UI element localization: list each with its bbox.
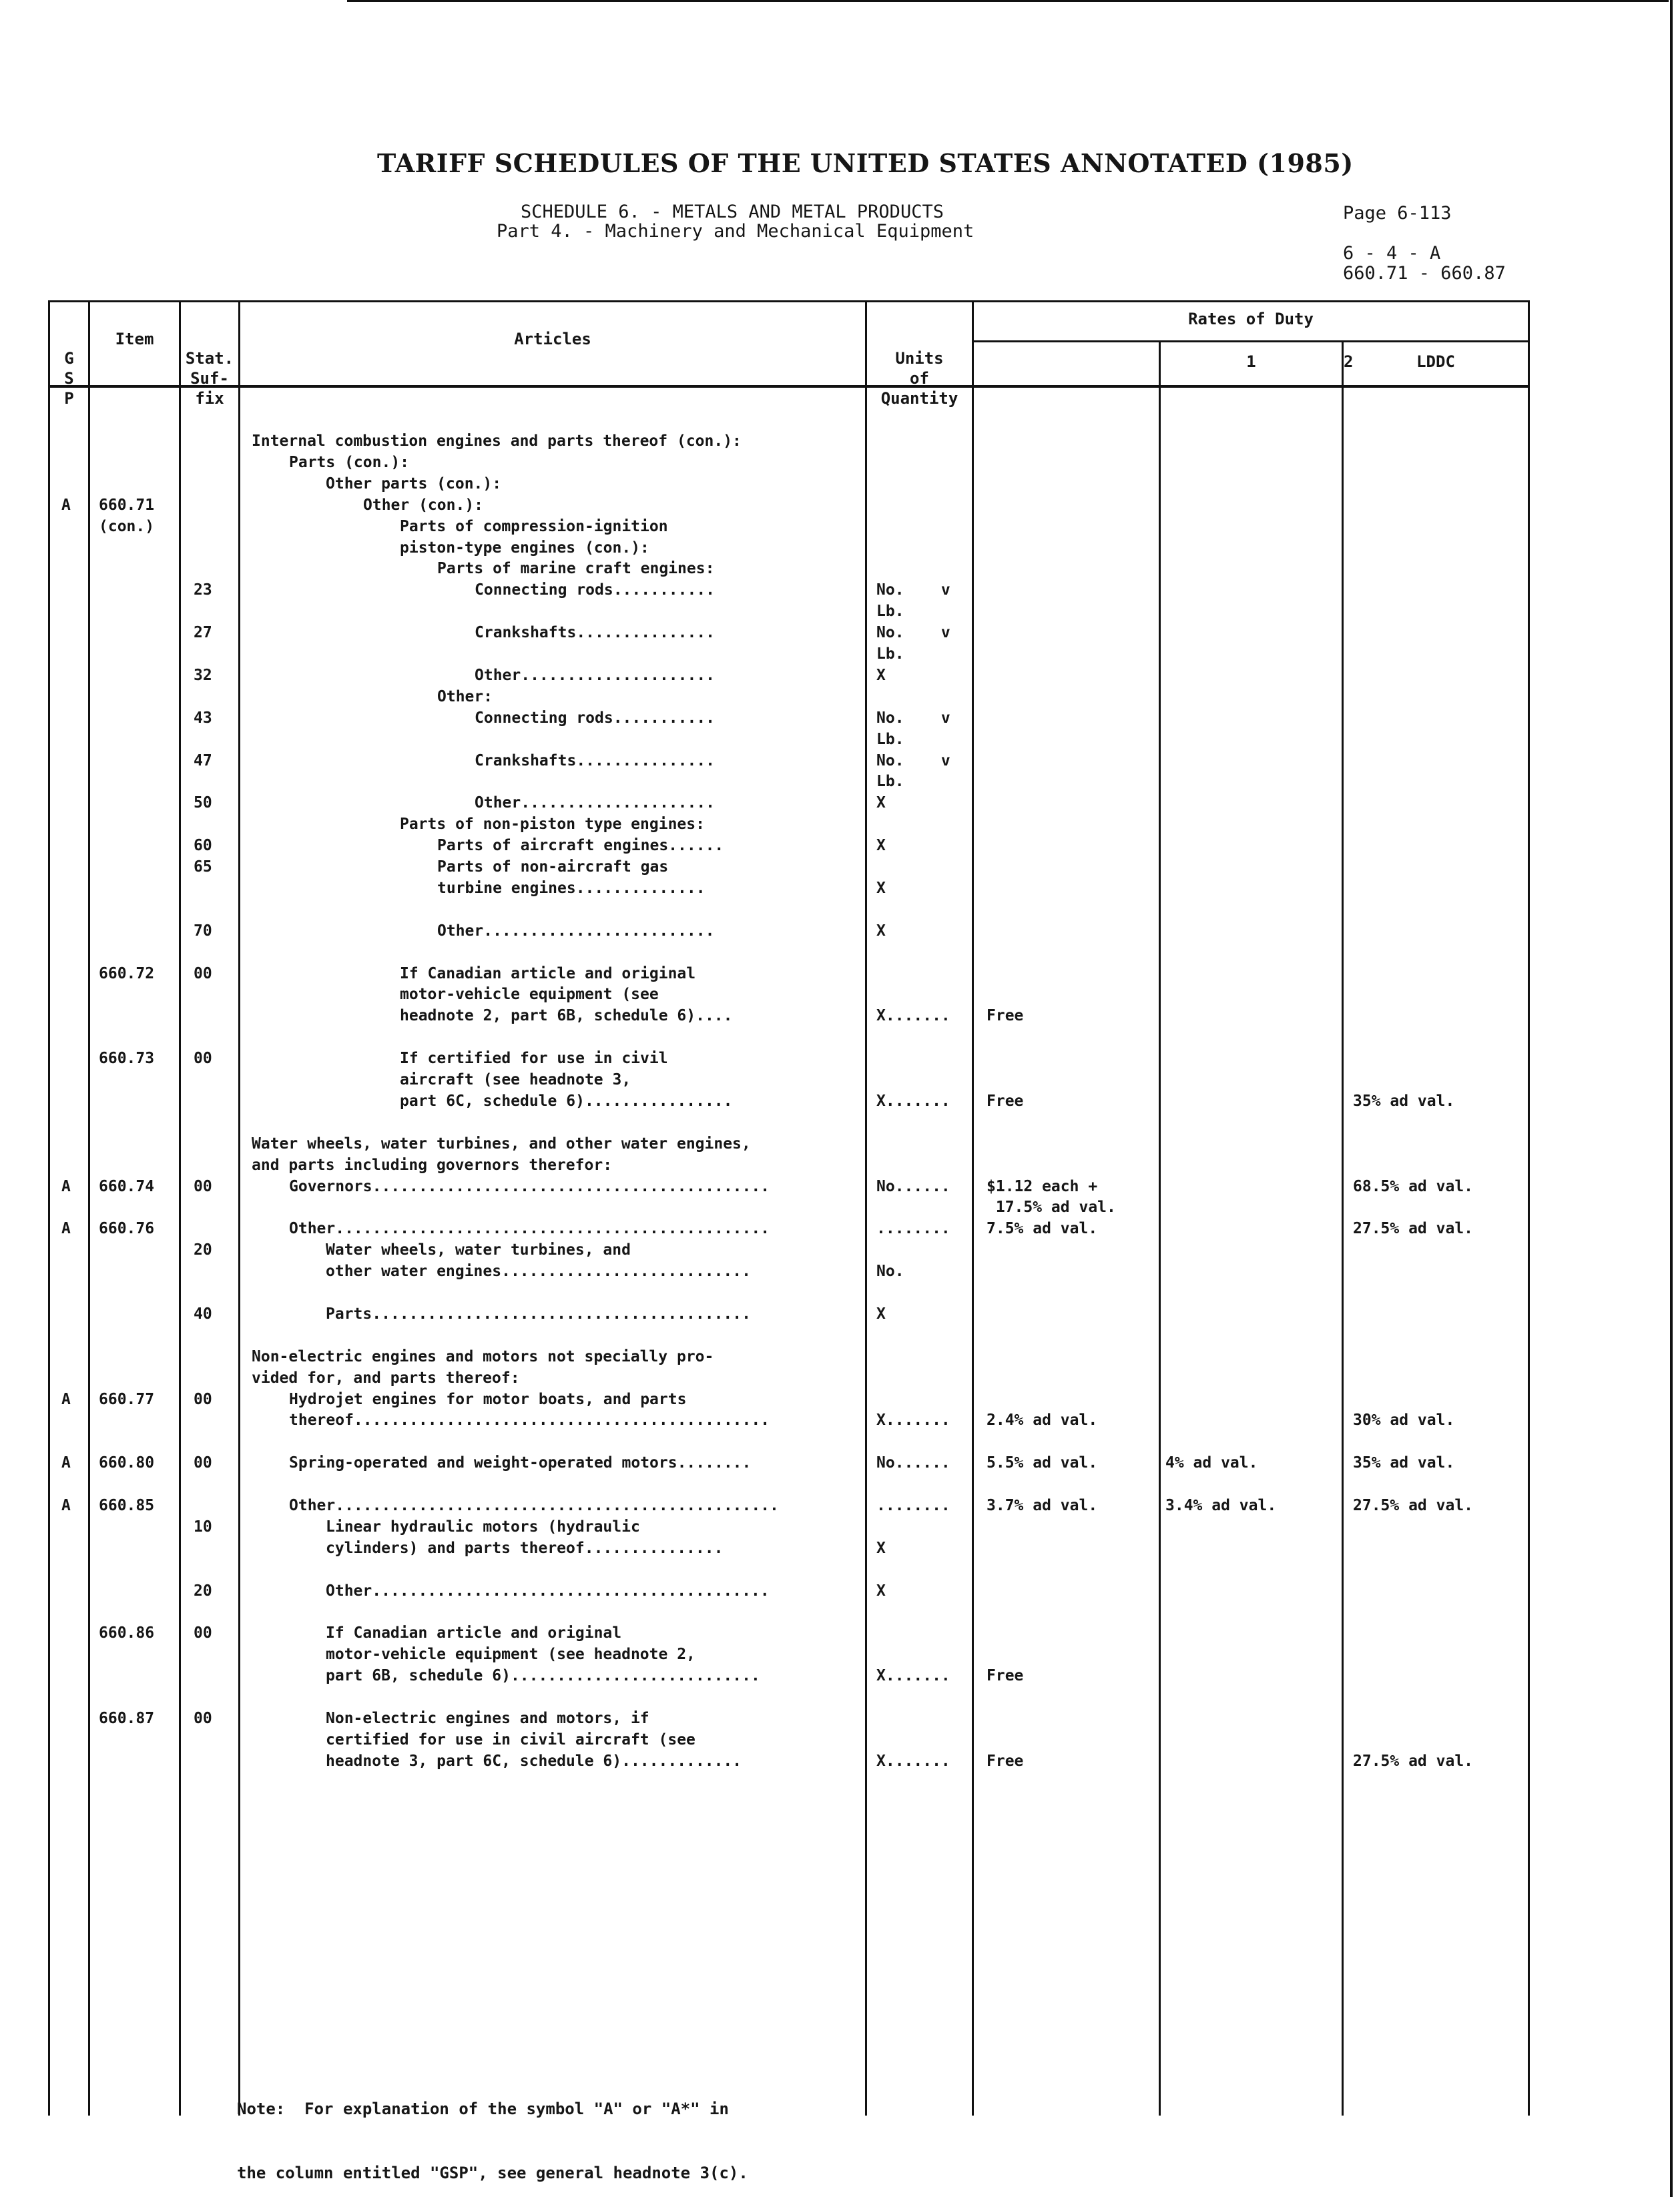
units-cell: No...... — [876, 1454, 950, 1472]
gsp-cell: A — [61, 1391, 71, 1408]
item-number: (con.) — [99, 518, 155, 535]
rate-1-cell: Free — [987, 1753, 1024, 1770]
stat-suffix: 60 — [194, 837, 212, 854]
article-description: Hydrojet engines for motor boats, and parts — [289, 1391, 687, 1408]
article-description: vided for, and parts thereof: — [252, 1369, 520, 1387]
article-description: Spring-operated and weight-operated motors........ — [289, 1454, 752, 1472]
item-number: 660.87 — [99, 1710, 155, 1727]
header-gsp: G S P — [64, 349, 74, 408]
item-range: 660.71 - 660.87 — [1343, 263, 1506, 284]
col-divider-lddc — [1342, 342, 1344, 2116]
col-divider-stat — [238, 300, 240, 2116]
article-description: Parts of compression-ignition — [400, 518, 668, 535]
item-number: 660.80 — [99, 1454, 155, 1472]
units-cell: Lb. — [876, 773, 904, 790]
article-description: motor-vehicle equipment (see — [400, 986, 659, 1003]
units-cell: No. — [876, 1263, 904, 1280]
stat-suffix: 43 — [194, 709, 212, 727]
stat-suffix: 10 — [194, 1518, 212, 1536]
rate-2-cell: 35% ad val. — [1353, 1454, 1455, 1472]
article-description: If certified for use in civil — [400, 1050, 668, 1067]
rate-2-cell: 35% ad val. — [1353, 1092, 1455, 1110]
rate-1-cell: 17.5% ad val. — [987, 1199, 1116, 1216]
units-cell: No. v — [876, 752, 950, 769]
header-units: Units of Quantity — [880, 349, 958, 408]
stat-suffix: 70 — [194, 922, 212, 940]
stat-suffix: 00 — [194, 1178, 212, 1195]
article-description: turbine engines.............. — [437, 880, 706, 897]
units-cell: X....... — [876, 1007, 950, 1024]
units-cell: No. v — [876, 581, 950, 599]
units-cell: Lb. — [876, 603, 904, 620]
article-description: motor-vehicle equipment (see headnote 2, — [326, 1646, 695, 1663]
rate-1-cell: Free — [987, 1092, 1024, 1110]
header-rates-of-duty: Rates of Duty — [1188, 310, 1314, 328]
table-right-border — [1528, 300, 1530, 2116]
item-number: 660.73 — [99, 1050, 155, 1067]
rates-subheader-rule — [973, 340, 1530, 342]
rate-lddc-cell: 3.4% ad val. — [1165, 1497, 1277, 1514]
article-description: Other..................... — [475, 794, 716, 812]
article-description: Other parts (con.): — [326, 475, 502, 493]
article-description: headnote 2, part 6B, schedule 6).... — [400, 1007, 733, 1024]
gsp-cell: A — [61, 497, 71, 514]
article-description: Connecting rods........... — [475, 581, 716, 599]
article-description: Parts of non-aircraft gas — [437, 858, 669, 876]
article-description: piston-type engines (con.): — [400, 539, 649, 557]
article-description: Crankshafts............... — [475, 624, 716, 641]
footnote-line: Note: For explanation of the symbol "A" or "A*" in — [237, 2100, 729, 2118]
article-description: If Canadian article and original — [326, 1624, 622, 1642]
article-description: thereof............................................. — [289, 1411, 770, 1429]
rate-2-cell: 27.5% ad val. — [1353, 1497, 1474, 1514]
reference-code: 6 - 4 - A — [1343, 243, 1441, 264]
article-description: cylinders) and parts thereof............... — [326, 1540, 724, 1557]
units-cell: ........ — [876, 1220, 950, 1237]
article-description: Parts (con.): — [289, 454, 410, 471]
footnote-line: the column entitled "GSP", see general headnote 3(c). — [237, 2164, 748, 2182]
col-divider-rate1 — [1159, 342, 1161, 2116]
units-cell: X — [876, 667, 886, 684]
units-cell: X....... — [876, 1753, 950, 1770]
stat-suffix: 20 — [194, 1582, 212, 1600]
units-cell: No. v — [876, 709, 950, 727]
stat-suffix: 32 — [194, 667, 212, 684]
stat-suffix: 40 — [194, 1305, 212, 1323]
item-number: 660.74 — [99, 1178, 155, 1195]
stat-suffix: 00 — [194, 1710, 212, 1727]
header-rate-lddc: LDDC — [1416, 352, 1455, 371]
article-description: Other............................................... — [289, 1220, 770, 1237]
units-cell: X — [876, 1305, 886, 1323]
rate-2-cell: 27.5% ad val. — [1353, 1753, 1474, 1770]
stat-suffix: 00 — [194, 1454, 212, 1472]
col-divider-item — [179, 300, 181, 2116]
rate-1-cell: 2.4% ad val. — [987, 1411, 1098, 1429]
article-description: Water wheels, water turbines, and other water engines, — [252, 1135, 751, 1153]
header-item: Item — [115, 330, 154, 348]
units-cell: X — [876, 837, 886, 854]
item-number: 660.86 — [99, 1624, 155, 1642]
units-cell: X....... — [876, 1092, 950, 1110]
table-top-rule — [48, 300, 1530, 302]
article-description: Other..................... — [475, 667, 716, 684]
header-articles: Articles — [514, 330, 591, 348]
units-cell: ........ — [876, 1497, 950, 1514]
article-description: certified for use in civil aircraft (see — [326, 1731, 695, 1749]
units-cell: X — [876, 794, 886, 812]
stat-suffix: 47 — [194, 752, 212, 769]
rate-1-cell: $1.12 each + — [987, 1178, 1098, 1195]
item-number: 660.72 — [99, 965, 155, 982]
article-description: Other......................... — [437, 922, 715, 940]
gsp-cell: A — [61, 1178, 71, 1195]
article-description: Parts of marine craft engines: — [437, 560, 715, 577]
article-description: Non-electric engines and motors, if — [326, 1710, 649, 1727]
stat-suffix: 27 — [194, 624, 212, 641]
item-number: 660.77 — [99, 1391, 155, 1408]
page-top-rule — [347, 0, 1669, 2]
units-cell: X — [876, 1540, 886, 1557]
header-rate-1: 1 — [1246, 352, 1256, 371]
part-heading: Part 4. - Machinery and Mechanical Equipment — [497, 221, 974, 242]
article-description: Other (con.): — [363, 497, 484, 514]
stat-suffix: 23 — [194, 581, 212, 599]
article-description: Connecting rods........... — [475, 709, 716, 727]
article-description: Other................................................ — [289, 1497, 779, 1514]
article-description: If Canadian article and original — [400, 965, 696, 982]
rate-2-cell: 30% ad val. — [1353, 1411, 1455, 1429]
rate-lddc-cell: 4% ad val. — [1165, 1454, 1258, 1472]
col-divider-articles — [865, 300, 867, 2116]
rate-1-cell: 5.5% ad val. — [987, 1454, 1098, 1472]
stat-suffix: 20 — [194, 1241, 212, 1259]
gsp-cell: A — [61, 1454, 71, 1472]
gsp-cell: A — [61, 1497, 71, 1514]
rate-2-cell: 27.5% ad val. — [1353, 1220, 1474, 1237]
article-description: headnote 3, part 6C, schedule 6)............. — [326, 1753, 742, 1770]
col-divider-gsp — [88, 300, 90, 2116]
col-divider-units — [972, 300, 974, 2116]
article-description: part 6B, schedule 6)........................... — [326, 1667, 760, 1684]
article-description: Parts of non-piston type engines: — [400, 816, 705, 833]
units-cell: X....... — [876, 1411, 950, 1429]
item-number: 660.76 — [99, 1220, 155, 1237]
article-description: Water wheels, water turbines, and — [326, 1241, 631, 1259]
item-number: 660.71 — [99, 497, 155, 514]
units-cell: Lb. — [876, 645, 904, 663]
units-cell: X....... — [876, 1667, 950, 1684]
rate-1-cell: Free — [987, 1667, 1024, 1684]
page-edge-rule — [1670, 0, 1673, 2197]
rate-2-cell: 68.5% ad val. — [1353, 1178, 1474, 1195]
units-cell: X — [876, 922, 886, 940]
item-number: 660.85 — [99, 1497, 155, 1514]
article-description: aircraft (see headnote 3, — [400, 1071, 631, 1088]
header-stat-suffix: Stat. Suf- fix — [185, 349, 234, 408]
page-number: Page 6-113 — [1343, 203, 1452, 224]
units-cell: No...... — [876, 1178, 950, 1195]
article-description: Parts......................................... — [326, 1305, 751, 1323]
article-description: Linear hydraulic motors (hydraulic — [326, 1518, 640, 1536]
stat-suffix: 00 — [194, 965, 212, 982]
stat-suffix: 65 — [194, 858, 212, 876]
article-description: Other........................................... — [326, 1582, 770, 1600]
article-description: Governors........................................... — [289, 1178, 770, 1195]
article-description: other water engines........................... — [326, 1263, 751, 1280]
gsp-cell: A — [61, 1220, 71, 1237]
article-description: Crankshafts............... — [475, 752, 716, 769]
stat-suffix: 50 — [194, 794, 212, 812]
units-cell: X — [876, 1582, 886, 1600]
article-description: Other: — [437, 688, 493, 705]
header-bottom-rule — [48, 385, 1530, 388]
article-description: and parts including governors therefor: — [252, 1157, 613, 1174]
rate-1-cell: 3.7% ad val. — [987, 1497, 1098, 1514]
units-cell: X — [876, 880, 886, 897]
article-description: Non-electric engines and motors not specially pro- — [252, 1348, 714, 1365]
table-left-border — [48, 300, 50, 2116]
schedule-heading: SCHEDULE 6. - METALS AND METAL PRODUCTS — [521, 202, 944, 222]
stat-suffix: 00 — [194, 1050, 212, 1067]
rate-1-cell: 7.5% ad val. — [987, 1220, 1098, 1237]
units-cell: Lb. — [876, 731, 904, 748]
document-title: TARIFF SCHEDULES OF THE UNITED STATES ANNOTATED (1985) — [377, 148, 1354, 178]
article-description: part 6C, schedule 6)................ — [400, 1092, 733, 1110]
article-description: Internal combustion engines and parts thereof (con.): — [252, 432, 742, 450]
article-description: Parts of aircraft engines...... — [437, 837, 724, 854]
units-cell: No. v — [876, 624, 950, 641]
stat-suffix: 00 — [194, 1624, 212, 1642]
rate-1-cell: Free — [987, 1007, 1024, 1024]
stat-suffix: 00 — [194, 1391, 212, 1408]
gsp-footnote — [237, 2056, 748, 2205]
